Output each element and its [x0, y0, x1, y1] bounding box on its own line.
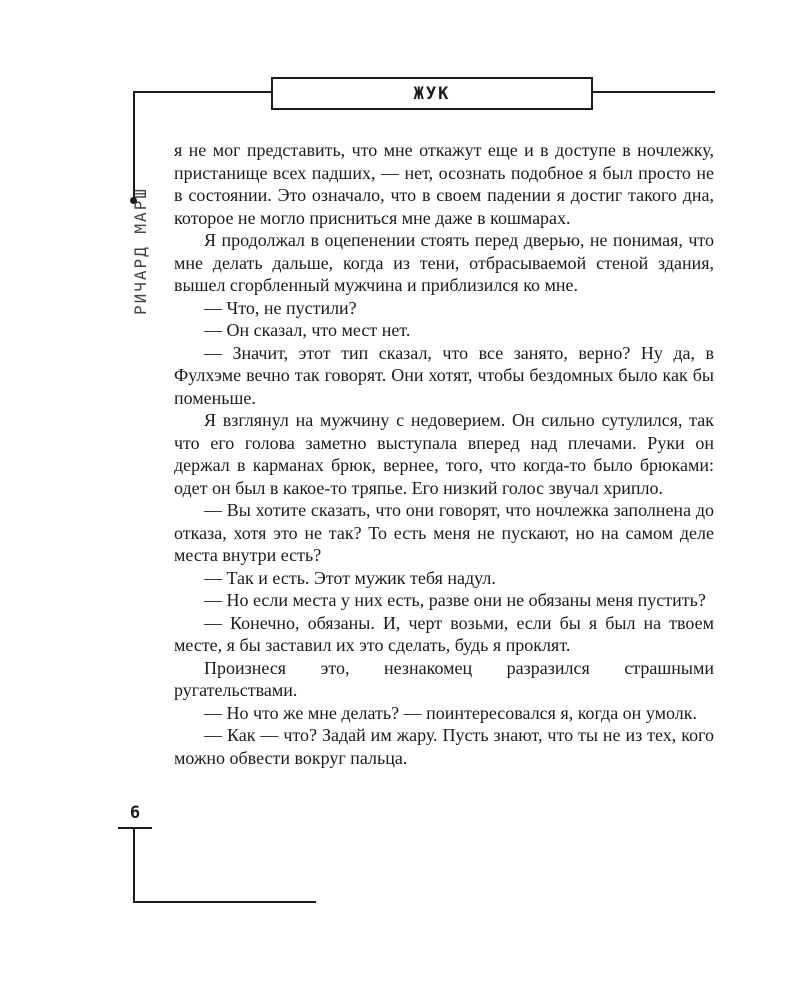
margin-rule-top	[133, 91, 135, 201]
running-title: ЖУК	[413, 83, 451, 104]
paragraph: я не мог представить, что мне откажут еще и в доступе в ночлежку, пристанище всех падших, — нет, осознать подобное я был просто не в состоянии. Это означало, что в своем падении я достиг такого дна, которое не могло присниться мне даже в кошмарах.	[174, 140, 714, 228]
dialogue-line: — Вы хотите сказать, что они говорят, что ночлежка заполнена до отказа, хотя это не так? То есть меня не пускают, но на самом деле места внутри есть?	[174, 500, 714, 565]
footer-rule-bottom	[133, 901, 316, 903]
footer-rule-page-number	[118, 827, 152, 829]
running-title-box	[271, 77, 593, 110]
dialogue-line: — Как — что? Задай им жару. Пусть знают, что ты не из тех, кого можно обвести вокруг пальца.	[174, 725, 714, 768]
header-rule-left	[133, 91, 271, 93]
paragraph: Произнеся это, незнакомец разразился страшными ругательствами.	[174, 657, 714, 700]
dialogue-line: — Он сказал, что мест нет.	[204, 320, 411, 340]
body-text	[174, 139, 714, 769]
paragraph: Я взглянул на мужчину с недоверием. Он сильно сутулился, так что его голова заметно выступала вперед над плечами. Руки он держал в карманах брюк, вернее, того, что когда-то было брюками: одет он был в какое-то тряпье. Его низкий голос звучал хрипло.	[174, 410, 714, 498]
header-rule-right	[593, 91, 715, 93]
page-number: 6	[129, 803, 141, 823]
running-author: РИЧАРД МАРШ	[131, 187, 150, 315]
dialogue-line: — Так и есть. Этот мужик тебя надул.	[204, 567, 496, 588]
dialogue-line: — Значит, этот тип сказал, что все занято, верно? Ну да, в Фулхэме вечно так говорят. Они хотят, чтобы бездомных было как бы поменьше.	[174, 342, 714, 408]
dialogue-line: — Но если места у них есть, разве они не обязаны меня пустить?	[204, 590, 706, 610]
margin-rule-bottom	[133, 827, 135, 903]
dialogue-line: — Что, не пустили?	[204, 297, 357, 318]
dialogue-line: — Конечно, обязаны. И, черт возьми, если бы я был на твоем месте, я бы заставил их это сделать, будь я проклят.	[174, 612, 714, 655]
dialogue-line: — Но что же мне делать? — поинтересовался я, когда он умолк.	[204, 702, 697, 723]
paragraph: Я продолжал в оцепенении стоять перед дверью, не понимая, что мне делать дальше, когда из тени, отбрасываемой стеной здания, вышел сгорбленный мужчина и приблизился ко мне.	[174, 230, 714, 295]
